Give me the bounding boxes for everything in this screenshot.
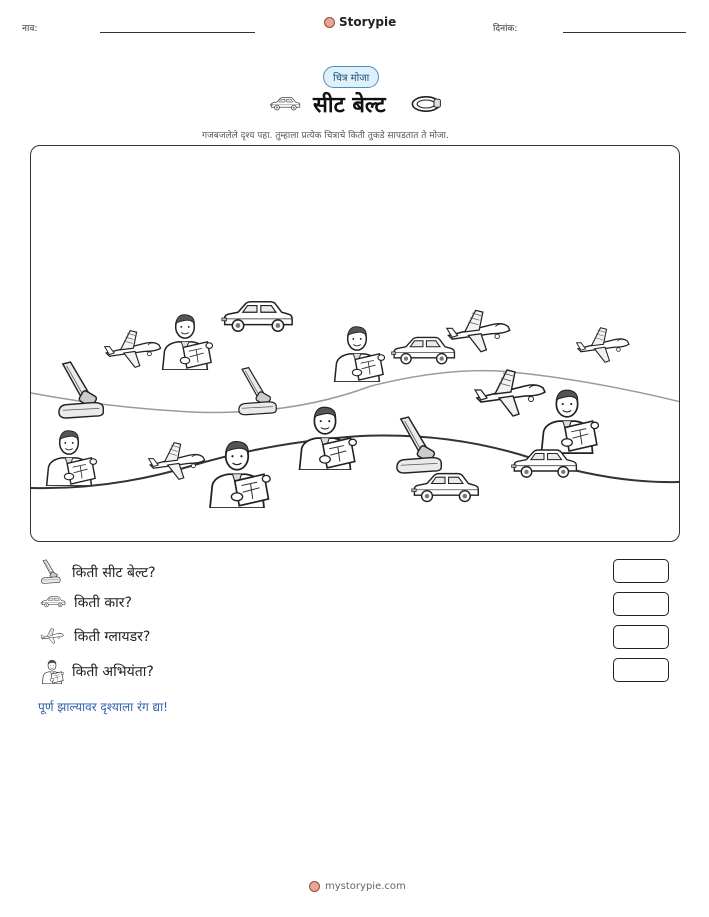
question-row	[40, 658, 154, 684]
car-icon	[40, 592, 66, 612]
name-field-line[interactable]	[100, 32, 255, 33]
glider-icon	[575, 326, 635, 364]
answer-box[interactable]	[613, 658, 669, 682]
car-icon	[409, 468, 481, 508]
page-title: सीट बेल्ट	[313, 93, 386, 118]
glider-icon	[40, 625, 66, 647]
storypie-logo-icon	[324, 17, 335, 28]
seat-belt-icon	[237, 366, 283, 418]
scene-panel	[30, 145, 680, 542]
completion-note: पूर्ण झाल्यावर दृश्याला रंग द्या!	[38, 700, 168, 714]
footer-site: mystorypie.com	[325, 881, 406, 892]
seat-belt-icon	[57, 360, 111, 422]
question-row	[40, 625, 150, 647]
engineer-icon	[329, 322, 385, 382]
name-label: नाव:	[22, 24, 38, 34]
footer	[309, 881, 406, 892]
instructions: गजबजलेले दृश्य पहा. तुम्हाला प्रत्येक चित्राचे किती तुकडे सापडतात ते मोजा.	[202, 131, 449, 141]
question-text: किती ग्लायडर?	[74, 628, 151, 645]
engineer-icon	[157, 310, 213, 370]
brand	[324, 15, 396, 29]
storypie-logo-icon	[309, 881, 320, 892]
brand-name: Storypie	[339, 15, 397, 29]
date-field-line[interactable]	[563, 32, 686, 33]
answer-box[interactable]	[613, 559, 669, 583]
question-text: किती अभियंता?	[72, 663, 154, 680]
car-icon	[219, 296, 295, 338]
activity-badge: चित्र मोजा	[323, 66, 379, 88]
seat-belt-icon	[40, 559, 64, 585]
date-label: दिनांक:	[493, 24, 518, 34]
car-icon	[509, 444, 579, 484]
question-row	[40, 559, 156, 585]
seat-belt-icon	[410, 94, 442, 114]
glider-icon	[147, 440, 211, 482]
engineer-icon	[40, 658, 64, 684]
engineer-icon	[293, 402, 357, 470]
car-icon	[269, 96, 301, 112]
question-text: किती सीट बेल्ट?	[72, 564, 156, 581]
answer-box[interactable]	[613, 625, 669, 649]
question-row	[40, 592, 132, 612]
glider-icon	[445, 308, 517, 354]
engineer-icon	[41, 426, 97, 486]
engineer-icon	[203, 436, 271, 508]
question-text: किती कार?	[74, 594, 132, 611]
answer-box[interactable]	[613, 592, 669, 616]
